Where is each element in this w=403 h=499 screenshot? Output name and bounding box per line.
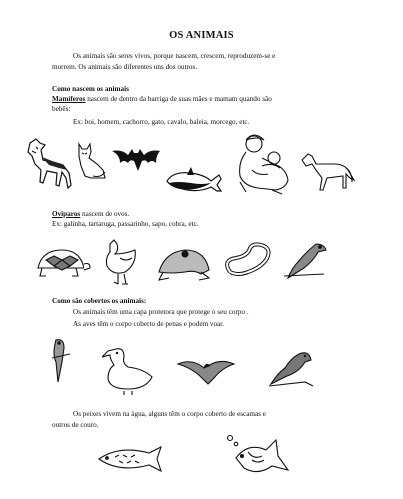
covering-line-1: Os animais têm uma capa protetora que protege o seu corpo .: [73, 308, 249, 316]
turtle-icon: [32, 244, 92, 280]
duck-icon: [102, 345, 156, 395]
bird-icon: [278, 238, 330, 280]
oviparous-examples: Ex: galinha, tartaruga, passarinho, sapo, cobra, etc.: [52, 220, 199, 228]
oviparous-line: [52, 210, 129, 220]
eagle-icon: [176, 356, 236, 386]
fish-line-2: outros de couro.: [52, 421, 99, 429]
oviparous-label: Ovíparos: [52, 210, 81, 218]
mother-baby-icon: [232, 130, 294, 196]
page-title: OS ANIMAIS: [169, 30, 234, 41]
mammals-examples: Ex: boi, homem, cachorro, gato, cavalo, baleia, morcego, etc.: [73, 118, 250, 126]
goldfish-icon: [222, 432, 294, 484]
hen-icon: [100, 238, 142, 288]
whale-icon: [165, 163, 225, 195]
parrot-icon: [48, 336, 74, 384]
intro-line-1: Os animais são seres vivos, porque nascem, crescem, reproduzem-se e: [73, 52, 276, 60]
dog-icon: [22, 137, 72, 189]
horse-icon: [296, 150, 358, 196]
mammals-text: nascem de dentro da barriga de suas mães e mamam quando são: [85, 95, 272, 103]
swallow-icon: [265, 346, 317, 392]
fish-line-1: Os peixes vivem na água, alguns têm o corpo coberto de escamas e: [73, 410, 266, 418]
frog-icon: [155, 242, 213, 282]
snake-icon: [222, 242, 274, 280]
mammals-line-2: bebês:: [52, 105, 71, 113]
intro-line-2: morrem. Os animais são diferentes uns dos outros.: [52, 63, 198, 71]
covering-line-2: As aves têm o corpo coberto de penas e podem voar.: [73, 320, 225, 328]
mammals-line-1: [52, 95, 272, 105]
bat-icon: [110, 143, 162, 173]
fish-icon: [95, 445, 173, 473]
birth-heading: Como nascem os animais: [52, 85, 129, 93]
oviparous-text: nascem de ovos.: [80, 210, 130, 218]
covering-heading: Como são cobertos os animais:: [52, 297, 147, 305]
mammals-label: Mamíferos: [52, 95, 86, 103]
cat-icon: [75, 140, 109, 182]
